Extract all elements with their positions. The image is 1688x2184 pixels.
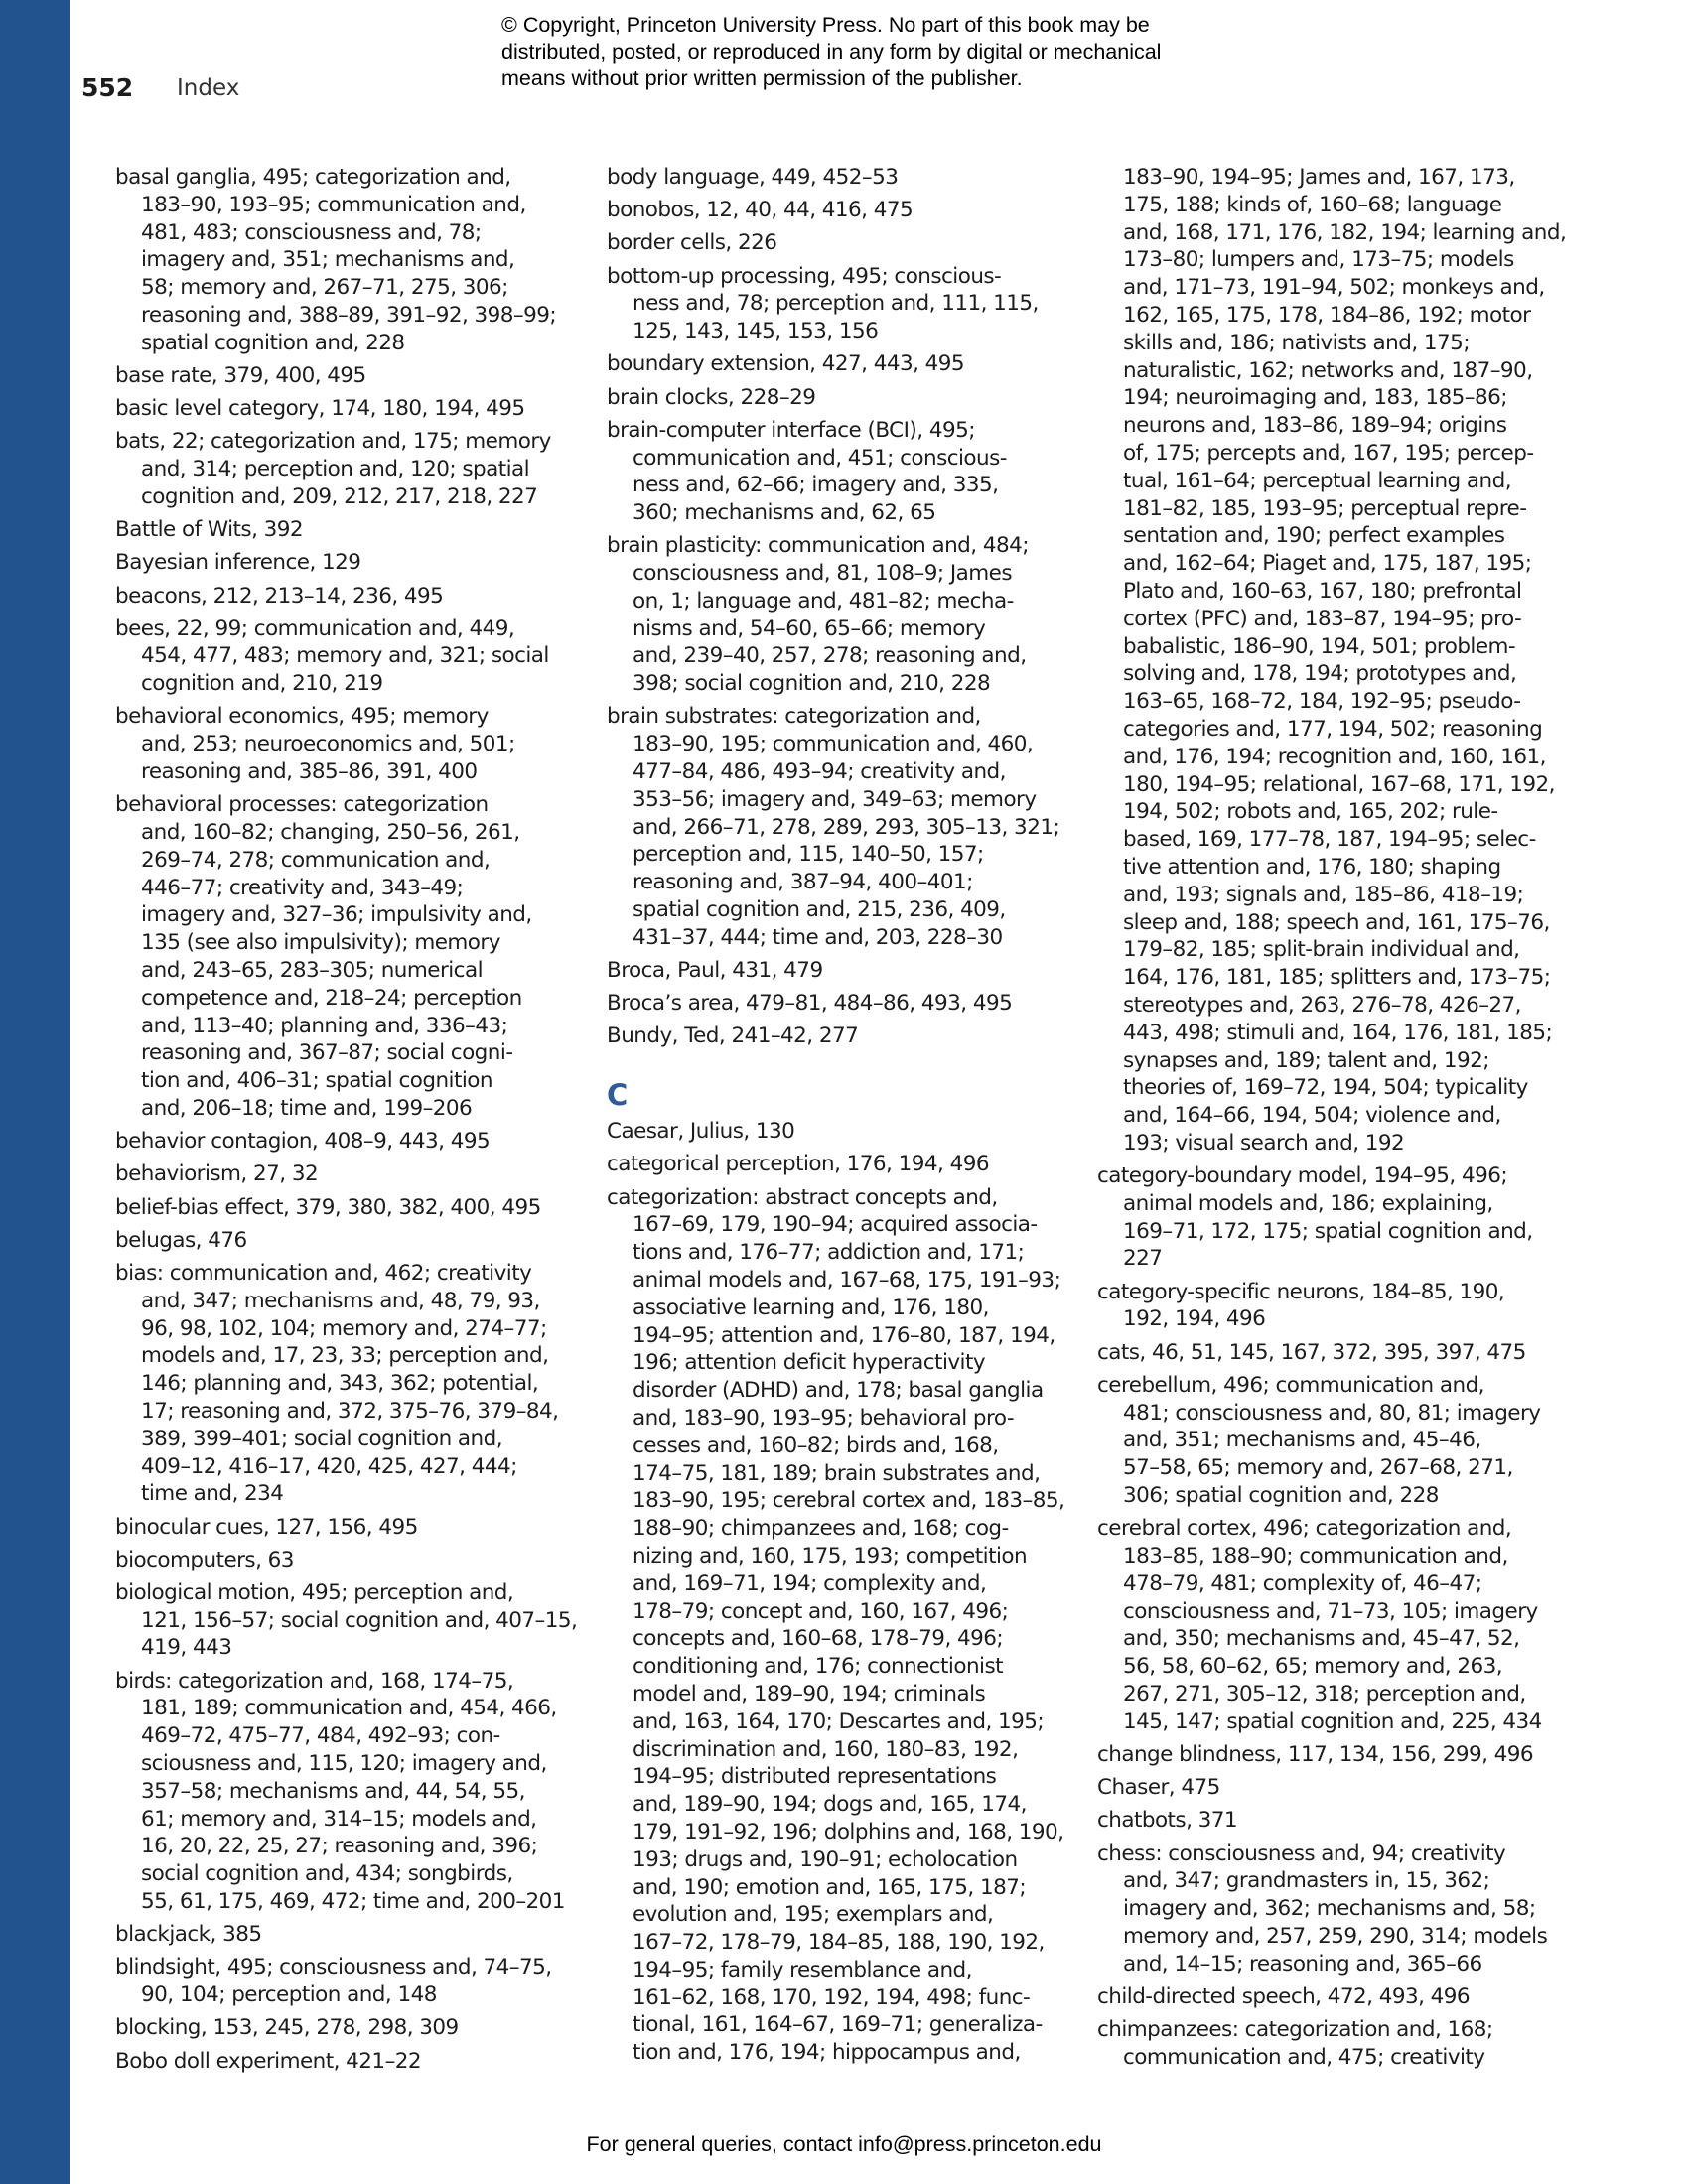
index-entry-line: cerebral cortex, 496; categorization and, [1097,1516,1512,1542]
index-entry-line: 353–56; imagery and, 349–63; memory [633,786,1037,812]
page-edge-bar [0,0,70,2184]
index-entry-line: consciousness and, 71–73, 105; imagery [1123,1598,1538,1624]
index-entry [115,2048,572,2076]
index-entry-line: and, 314; perception and, 120; spatial [141,457,530,482]
index-entry-line: category-boundary model, 194–95, 496; [1097,1163,1508,1189]
index-entry-line: 269–74, 278; communication and, [141,847,491,873]
index-entry [1097,1279,1554,1334]
index-entry-line: and, 193; signals and, 185–86, 418–19; [1123,882,1524,907]
index-entry-line: blocking, 153, 245, 278, 298, 309 [115,2015,459,2041]
index-entry-line: on, 1; language and, 481–82; mecha- [633,588,1014,614]
index-entry-line: body language, 449, 452–53 [607,165,899,190]
index-entry [607,263,1063,345]
index-entry-line: ness and, 78; perception and, 111, 115, [633,291,1039,317]
index-entry-line: 58; memory and, 267–71, 275, 306; [141,275,508,301]
index-entry-line: beacons, 212, 213–14, 236, 495 [115,583,444,609]
index-entry-line: and, 163, 164, 170; Descartes and, 195; [633,1708,1045,1734]
index-entry-line: 360; mechanisms and, 62, 65 [633,500,936,526]
index-entry-line: 179–82, 185; split-brain individual and, [1123,937,1520,963]
index-entry-line: and, 189–90, 194; dogs and, 165, 174, [633,1792,1027,1818]
index-entry-line: 419, 443 [141,1635,232,1661]
index-entry-line: cognition and, 209, 212, 217, 218, 227 [141,483,538,509]
index-entry [1097,1807,1554,1835]
index-entry [1097,1515,1554,1735]
index-entry-line: 179, 191–92, 196; dolphins and, 168, 190, [633,1819,1064,1844]
index-entry-line: nisms and, 54–60, 65–66; memory [633,615,986,641]
copyright-line: © Copyright, Princeton University Press. No part of this book may be [501,13,1150,37]
index-entry-line: models and, 17, 23, 33; perception and, [141,1343,549,1369]
index-entry-line: chimpanzees: categorization and, 168; [1097,2017,1493,2043]
index-entry-line: and, 243–65, 283–305; numerical [141,958,483,984]
index-entry-line: 145, 147; spatial cognition and, 225, 434 [1123,1708,1542,1734]
index-entry-line: 163–65, 168–72, 184, 192–95; pseudo- [1123,689,1521,715]
index-entry-line: Plato and, 160–63, 167, 180; prefrontal [1123,578,1522,604]
index-entry-line: 194–95; family resemblance and, [633,1957,972,1982]
index-entry [607,229,1063,257]
index-entry-line: imagery and, 351; mechanisms and, [141,247,515,273]
index-entry-line: 17; reasoning and, 372, 375–76, 379–84, [141,1398,559,1424]
index-entry-line: social cognition and, 434; songbirds, [141,1861,513,1887]
index-entry [115,1160,572,1188]
index-entry-line: Broca, Paul, 431, 479 [607,958,823,984]
index-entry-line: child-directed speech, 472, 493, 496 [1097,1983,1471,2009]
index-entry-line: basic level category, 174, 180, 194, 495 [115,396,525,422]
index-entry-line: 174–75, 181, 189; brain substrates and, [633,1460,1041,1486]
index-entry [1097,1372,1554,1510]
index-entry-line: brain plasticity: communication and, 484; [607,533,1029,559]
index-entry-line: 227 [1123,1246,1163,1272]
index-entry [115,1227,572,1255]
index-entry-line: associative learning and, 176, 180, [633,1295,989,1320]
index-entry-line: model and, 189–90, 194; criminals [633,1681,986,1706]
index-entry-line: 454, 477, 483; memory and, 321; social [141,643,549,669]
index-entry-line: sentation and, 190; perfect examples [1123,523,1505,549]
index-entry-line: 192, 194, 496 [1123,1306,1266,1332]
index-entry-line: 56, 58, 60–62, 65; memory and, 263, [1123,1654,1503,1680]
index-entry-line: 357–58; mechanisms and, 44, 54, 55, [141,1778,525,1804]
index-entry [607,164,1063,192]
index-entry-line: of, 175; percepts and, 167, 195; percep- [1123,440,1534,466]
index-entry-line: behaviorism, 27, 32 [115,1161,319,1187]
index-entry-line: 443, 498; stimuli and, 164, 176, 181, 185; [1123,1020,1553,1045]
index-entry-line: 194–95; attention and, 176–80, 187, 194, [633,1322,1055,1348]
index-entry-line: categories and, 177, 194, 502; reasoning [1123,716,1543,742]
index-entry-line: 194; neuroimaging and, 183, 185–86; [1123,385,1507,411]
index-entry-line: 446–77; creativity and, 343–49; [141,875,464,900]
index-entry-line: 121, 156–57; social cognition and, 407–15, [141,1607,578,1633]
index-entry-line: and, 14–15; reasoning and, 365–66 [1123,1951,1482,1977]
index-entry-line: neurons and, 183–86, 189–94; origins [1123,413,1507,439]
index-entry-line: and, 190; emotion and, 165, 175, 187; [633,1874,1027,1900]
index-entry [607,532,1063,698]
footer-contact [0,2132,1688,2157]
index-entry-line: categorization: abstract concepts and, [607,1184,998,1210]
index-entry-line: evolution and, 195; exemplars and, [633,1902,994,1928]
index-entry-line: 61; memory and, 314–15; models and, [141,1806,537,1832]
index-entry [607,990,1063,1018]
index-entry [607,417,1063,527]
index-entry-line: 135 (see also impulsivity); memory [141,930,500,956]
index-entry-line: bats, 22; categorization and, 175; memory [115,429,551,455]
index-entry-line: 389, 399–401; social cognition and, [141,1426,503,1451]
index-entry-line: 398; social cognition and, 210, 228 [633,671,991,697]
copyright-line: distributed, posted, or reproduced in any form by digital or mechanical [501,40,1162,64]
index-entry-line: brain-computer interface (BCI), 495; [607,417,975,443]
index-entry-line: and, 169–71, 194; complexity and, [633,1570,987,1596]
index-entry-line: border cells, 226 [607,230,777,256]
index-column-3 [1097,164,1567,2077]
index-entry-line: binocular cues, 127, 156, 495 [115,1514,418,1540]
index-entry-line: 193; visual search and, 192 [1123,1130,1405,1156]
index-entry [607,1118,1063,1146]
index-entry-line: sleep and, 188; speech and, 161, 175–76, [1123,909,1550,935]
index-entry-line: basal ganglia, 495; categorization and, [115,165,511,190]
index-entry [115,1547,572,1574]
index-entry-line: and, 266–71, 278, 289, 293, 305–13, 321; [633,814,1060,840]
index-entry-line: 194–95; distributed representations [633,1764,997,1790]
index-entry [115,2014,572,2042]
index-entry-line: and, 351; mechanisms and, 45–46, [1123,1428,1481,1453]
section-letter: C [607,1078,628,1113]
index-entry [1097,1162,1554,1273]
index-entry-line: and, 162–64; Piaget and, 175, 187, 195; [1123,551,1532,577]
index-entry [1097,1741,1554,1769]
index-entry-line: 162, 165, 175, 178, 184–86, 192; motor [1123,302,1531,328]
index-entry-line: 167–69, 179, 190–94; acquired associa- [633,1212,1038,1238]
index-entry-line: blackjack, 385 [115,1922,262,1948]
index-entry-line: brain clocks, 228–29 [607,384,816,410]
index-entry-line: Caesar, Julius, 130 [607,1119,795,1145]
index-entry-line: 306; spatial cognition and, 228 [1123,1483,1439,1509]
index-entry-line: 169–71, 172, 175; spatial cognition and, [1123,1218,1533,1244]
index-entry-line: disorder (ADHD) and, 178; basal ganglia [633,1378,1044,1404]
index-entry-line: sciousness and, 115, 120; imagery and, [141,1751,547,1777]
index-entry [1097,2016,1554,2072]
index-entry-line: boundary extension, 427, 443, 495 [607,351,965,377]
index-entry-line: and, 168, 171, 176, 182, 194; learning and, [1123,219,1567,245]
index-entry-line: 188–90; chimpanzees and, 168; cog- [633,1516,1009,1542]
index-entry-line: change blindness, 117, 134, 156, 299, 496 [1097,1741,1534,1767]
index-entry [607,350,1063,378]
index-entry [607,703,1063,951]
index-entry-line: animal models and, 167–68, 175, 191–93; [633,1267,1061,1293]
index-entry [1097,1339,1554,1367]
index-entry-line: tions and, 176–77; addiction and, 171; [633,1240,1025,1266]
index-entry-line: tion and, 176, 194; hippocampus and, [633,2040,1021,2066]
index-entry-line: 55, 61, 175, 469, 472; time and, 200–201 [141,1889,565,1915]
index-entry [115,1921,572,1949]
index-entry-line: memory and, 257, 259, 290, 314; models [1123,1923,1548,1949]
index-entry-line: 481; consciousness and, 80, 81; imagery [1123,1400,1541,1426]
index-entry-line: behavioral processes: categorization [115,792,489,818]
index-entry-line: belugas, 476 [115,1227,247,1253]
index-entry-line: 180, 194–95; relational, 167–68, 171, 192, [1123,771,1555,797]
index-entry-line: 477–84, 486, 493–94; creativity and, [633,759,1006,785]
index-entry-line: 478–79, 481; complexity of, 46–47; [1123,1570,1482,1596]
index-entry-line: blindsight, 495; consciousness and, 74–75, [115,1955,552,1980]
index-entry [607,1151,1063,1178]
index-entry-line: 175, 188; kinds of, 160–68; language [1123,192,1502,217]
index-entry-line: 409–12, 416–17, 420, 425, 427, 444; [141,1453,517,1479]
index-entry-line: cerebellum, 496; communication and, [1097,1372,1484,1398]
index-entry-line: tional, 161, 164–67, 169–71; generaliza- [633,2012,1043,2038]
index-entry-line: and, 160–82; changing, 250–56, 261, [141,820,520,846]
index-entry-line: imagery and, 362; mechanisms and, 58; [1123,1896,1536,1922]
index-entry-line: 181, 189; communication and, 454, 466, [141,1696,557,1721]
page-number: 552 [81,73,134,102]
index-entry-line: ness and, 62–66; imagery and, 335, [633,473,999,498]
index-entry-line: chatbots, 371 [1097,1808,1238,1834]
index-entry-line: 267, 271, 305–12, 318; perception and, [1123,1681,1526,1706]
copyright-notice [501,12,1256,92]
index-entry-line: skills and, 186; nativists and, 175; [1123,330,1471,355]
index-entry [115,1668,572,1916]
index-entry-line: and, 253; neuroeconomics and, 501; [141,732,515,757]
index-entry-line: 431–37, 444; time and, 203, 228–30 [633,924,1003,950]
index-entry [115,164,572,357]
index-entry [115,549,572,577]
index-entry-line: time and, 234 [141,1481,284,1507]
index-entry-line: based, 169, 177–78, 187, 194–95; selec- [1123,827,1536,853]
index-entry-line: categorical perception, 176, 194, 496 [607,1152,989,1177]
index-entry-line: 183–90, 193–95; communication and, [141,192,526,217]
index-entry-line: cats, 46, 51, 145, 167, 372, 395, 397, 475 [1097,1339,1526,1365]
index-entry-line: chess: consciousness and, 94; creativity [1097,1841,1506,1866]
index-entry [1097,1841,1554,1979]
index-entry [607,384,1063,412]
index-entry-line: belief-bias effect, 379, 380, 382, 400, 495 [115,1194,541,1220]
index-entry-line: naturalistic, 162; networks and, 187–90, [1123,357,1533,383]
index-entry-line: Bobo doll experiment, 421–22 [115,2048,422,2074]
index-entry-line: and, 171–73, 191–94, 502; monkeys and, [1123,275,1545,301]
index-entry-line: cortex (PFC) and, 183–87, 194–95; pro- [1123,606,1522,631]
index-entry [115,1260,572,1508]
index-entry-line: 161–62, 168, 170, 192, 194, 498; func- [633,1984,1031,2010]
index-entry [115,1194,572,1222]
index-entry [115,703,572,785]
index-entry [1097,164,1567,1158]
index-entry-line: 96, 98, 102, 104; memory and, 274–77; [141,1315,547,1341]
index-entry-line: solving and, 178, 194; prototypes and, [1123,661,1517,687]
index-entry-line: bottom-up processing, 495; conscious- [607,263,1002,289]
index-entry-line: and, 206–18; time and, 199–206 [141,1096,473,1122]
index-entry-line: 183–85, 188–90; communication and, [1123,1544,1508,1569]
index-entry-line: and, 347; mechanisms and, 48, 79, 93, [141,1288,540,1313]
index-entry-line: babalistic, 186–90, 194, 501; problem- [1123,633,1516,659]
index-entry-line: bonobos, 12, 40, 44, 416, 475 [607,198,914,223]
index-entry-line: and, 239–40, 257, 278; reasoning and, [633,643,1027,669]
index-entry-line: reasoning and, 367–87; social cogni- [141,1040,513,1066]
index-entry-line: spatial cognition and, 215, 236, 409, [633,897,1006,923]
index-entry-line: concepts and, 160–68, 178–79, 496; [633,1626,1004,1652]
index-entry-line: conditioning and, 176; connectionist [633,1654,1003,1680]
index-entry-line: 90, 104; perception and, 148 [141,1982,437,2008]
running-head: Index [177,75,240,101]
index-entry-line: 164, 176, 181, 185; splitters and, 173–75; [1123,965,1551,991]
index-entry-line: biocomputers, 63 [115,1547,294,1572]
index-entry-line: 469–72, 475–77, 484, 492–93; con- [141,1723,500,1749]
index-entry-line: consciousness and, 81, 108–9; James [633,561,1012,587]
index-entry-line: bias: communication and, 462; creativity [115,1260,532,1286]
index-entry-line: 183–90, 195; communication and, 460, [633,732,1034,757]
index-entry-line: reasoning and, 385–86, 391, 400 [141,759,478,785]
index-entry-line: competence and, 218–24; perception [141,985,522,1011]
index-entry-line: 125, 143, 145, 153, 156 [633,319,879,344]
index-entry-line: and, 183–90, 193–95; behavioral pro- [633,1405,1015,1431]
index-entry-line: discrimination and, 160, 180–83, 192, [633,1736,1019,1762]
index-entry-line: 181–82, 185, 193–95; perceptual repre- [1123,495,1527,521]
index-entry [607,957,1063,985]
index-entry [115,791,572,1123]
index-entry [115,1514,572,1542]
index-entry-line: 194, 502; robots and, 165, 202; rule- [1123,799,1498,825]
index-entry-line: cesses and, 160–82; birds and, 168, [633,1433,999,1458]
index-entry-line: 16, 20, 22, 25, 27; reasoning and, 396; [141,1834,538,1859]
index-entry-line: bees, 22, 99; communication and, 449, [115,615,515,641]
index-entry-line: Battle of Wits, 392 [115,517,304,543]
index-entry [115,428,572,510]
index-entry-line: and, 164–66, 194, 504; violence and, [1123,1103,1501,1129]
index-entry-line: stereotypes and, 263, 276–78, 426–27, [1123,992,1521,1018]
copyright-line: means without prior written permission of the publisher. [501,67,1023,90]
index-entry-line: Bundy, Ted, 241–42, 277 [607,1024,859,1049]
index-entry [607,1023,1063,1050]
index-entry-line: biological motion, 495; perception and, [115,1579,514,1605]
index-entry-line: brain substrates: categorization and, [607,704,981,730]
index-entry [607,197,1063,224]
index-entry-line: reasoning and, 388–89, 391–92, 398–99; [141,302,557,328]
index-entry-line: and, 113–40; planning and, 336–43; [141,1013,508,1038]
index-entry-line: 196; attention deficit hyperactivity [633,1350,986,1376]
index-entry-line: communication and, 451; conscious- [633,445,1007,471]
index-entry-line: tive attention and, 176, 180; shaping [1123,854,1501,880]
index-entry [115,395,572,423]
index-entry [115,1954,572,2009]
index-entry-line: cognition and, 210, 219 [141,671,383,697]
index-entry-line: communication and, 475; creativity [1123,2044,1485,2070]
index-column-2 [607,164,1063,2072]
index-entry-line: tual, 161–64; perceptual learning and, [1123,468,1512,493]
index-entry [1097,1983,1554,2011]
index-entry [115,615,572,698]
index-entry-line: imagery and, 327–36; impulsivity and, [141,902,532,928]
index-entry-line: spatial cognition and, 228 [141,330,405,355]
index-entry-line: Bayesian inference, 129 [115,550,361,576]
index-entry [115,1128,572,1156]
index-entry-line: behavior contagion, 408–9, 443, 495 [115,1129,491,1155]
index-entry [115,516,572,544]
index-entry-line: theories of, 169–72, 194, 504; typicality [1123,1075,1528,1101]
index-entry-line: category-specific neurons, 184–85, 190, [1097,1279,1505,1304]
index-entry-line: nizing and, 160, 175, 193; competition [633,1543,1028,1569]
index-entry-line: tion and, 406–31; spatial cognition [141,1068,492,1094]
index-entry [607,1184,1063,2068]
index-entry-line: and, 347; grandmasters in, 15, 362; [1123,1868,1490,1894]
index-entry [115,362,572,390]
index-entry-line: 167–72, 178–79, 184–85, 188, 190, 192, [633,1930,1045,1956]
index-entry-line: and, 350; mechanisms and, 45–47, 52, [1123,1626,1520,1652]
index-entry-line: birds: categorization and, 168, 174–75, [115,1668,514,1694]
index-entry [115,1579,578,1662]
index-entry-line: 183–90, 194–95; James and, 167, 173, [1123,165,1515,190]
index-entry-line: 146; planning and, 343, 362; potential, [141,1371,539,1397]
index-entry-line: perception and, 115, 140–50, 157; [633,842,984,868]
index-entry-line: base rate, 379, 400, 495 [115,362,366,388]
footer-text: For general queries, contact info@press.princeton.edu [586,2132,1102,2156]
index-entry-line: reasoning and, 387–94, 400–401; [633,870,973,895]
index-entry-line: Broca’s area, 479–81, 484–86, 493, 495 [607,991,1013,1017]
index-column-1 [115,164,578,2081]
index-entry [115,583,572,611]
index-entry [1097,1774,1554,1802]
index-entry-line: 57–58, 65; memory and, 267–68, 271, [1123,1455,1513,1481]
index-entry-line: 193; drugs and, 190–91; echolocation [633,1846,1018,1872]
index-entry-line: 481, 483; consciousness and, 78; [141,219,482,245]
index-entry-line: and, 176, 194; recognition and, 160, 161, [1123,744,1546,769]
index-entry-line: behavioral economics, 495; memory [115,704,489,730]
index-entry-line: animal models and, 186; explaining, [1123,1190,1493,1216]
index-entry-line: 178–79; concept and, 160, 167, 496; [633,1598,1009,1624]
index-entry-line: 173–80; lumpers and, 173–75; models [1123,247,1514,273]
index-entry-line: Chaser, 475 [1097,1775,1220,1801]
index-entry-line: synapses and, 189; talent and, 192; [1123,1047,1489,1073]
index-entry-line: 183–90, 195; cerebral cortex and, 183–85, [633,1488,1065,1514]
